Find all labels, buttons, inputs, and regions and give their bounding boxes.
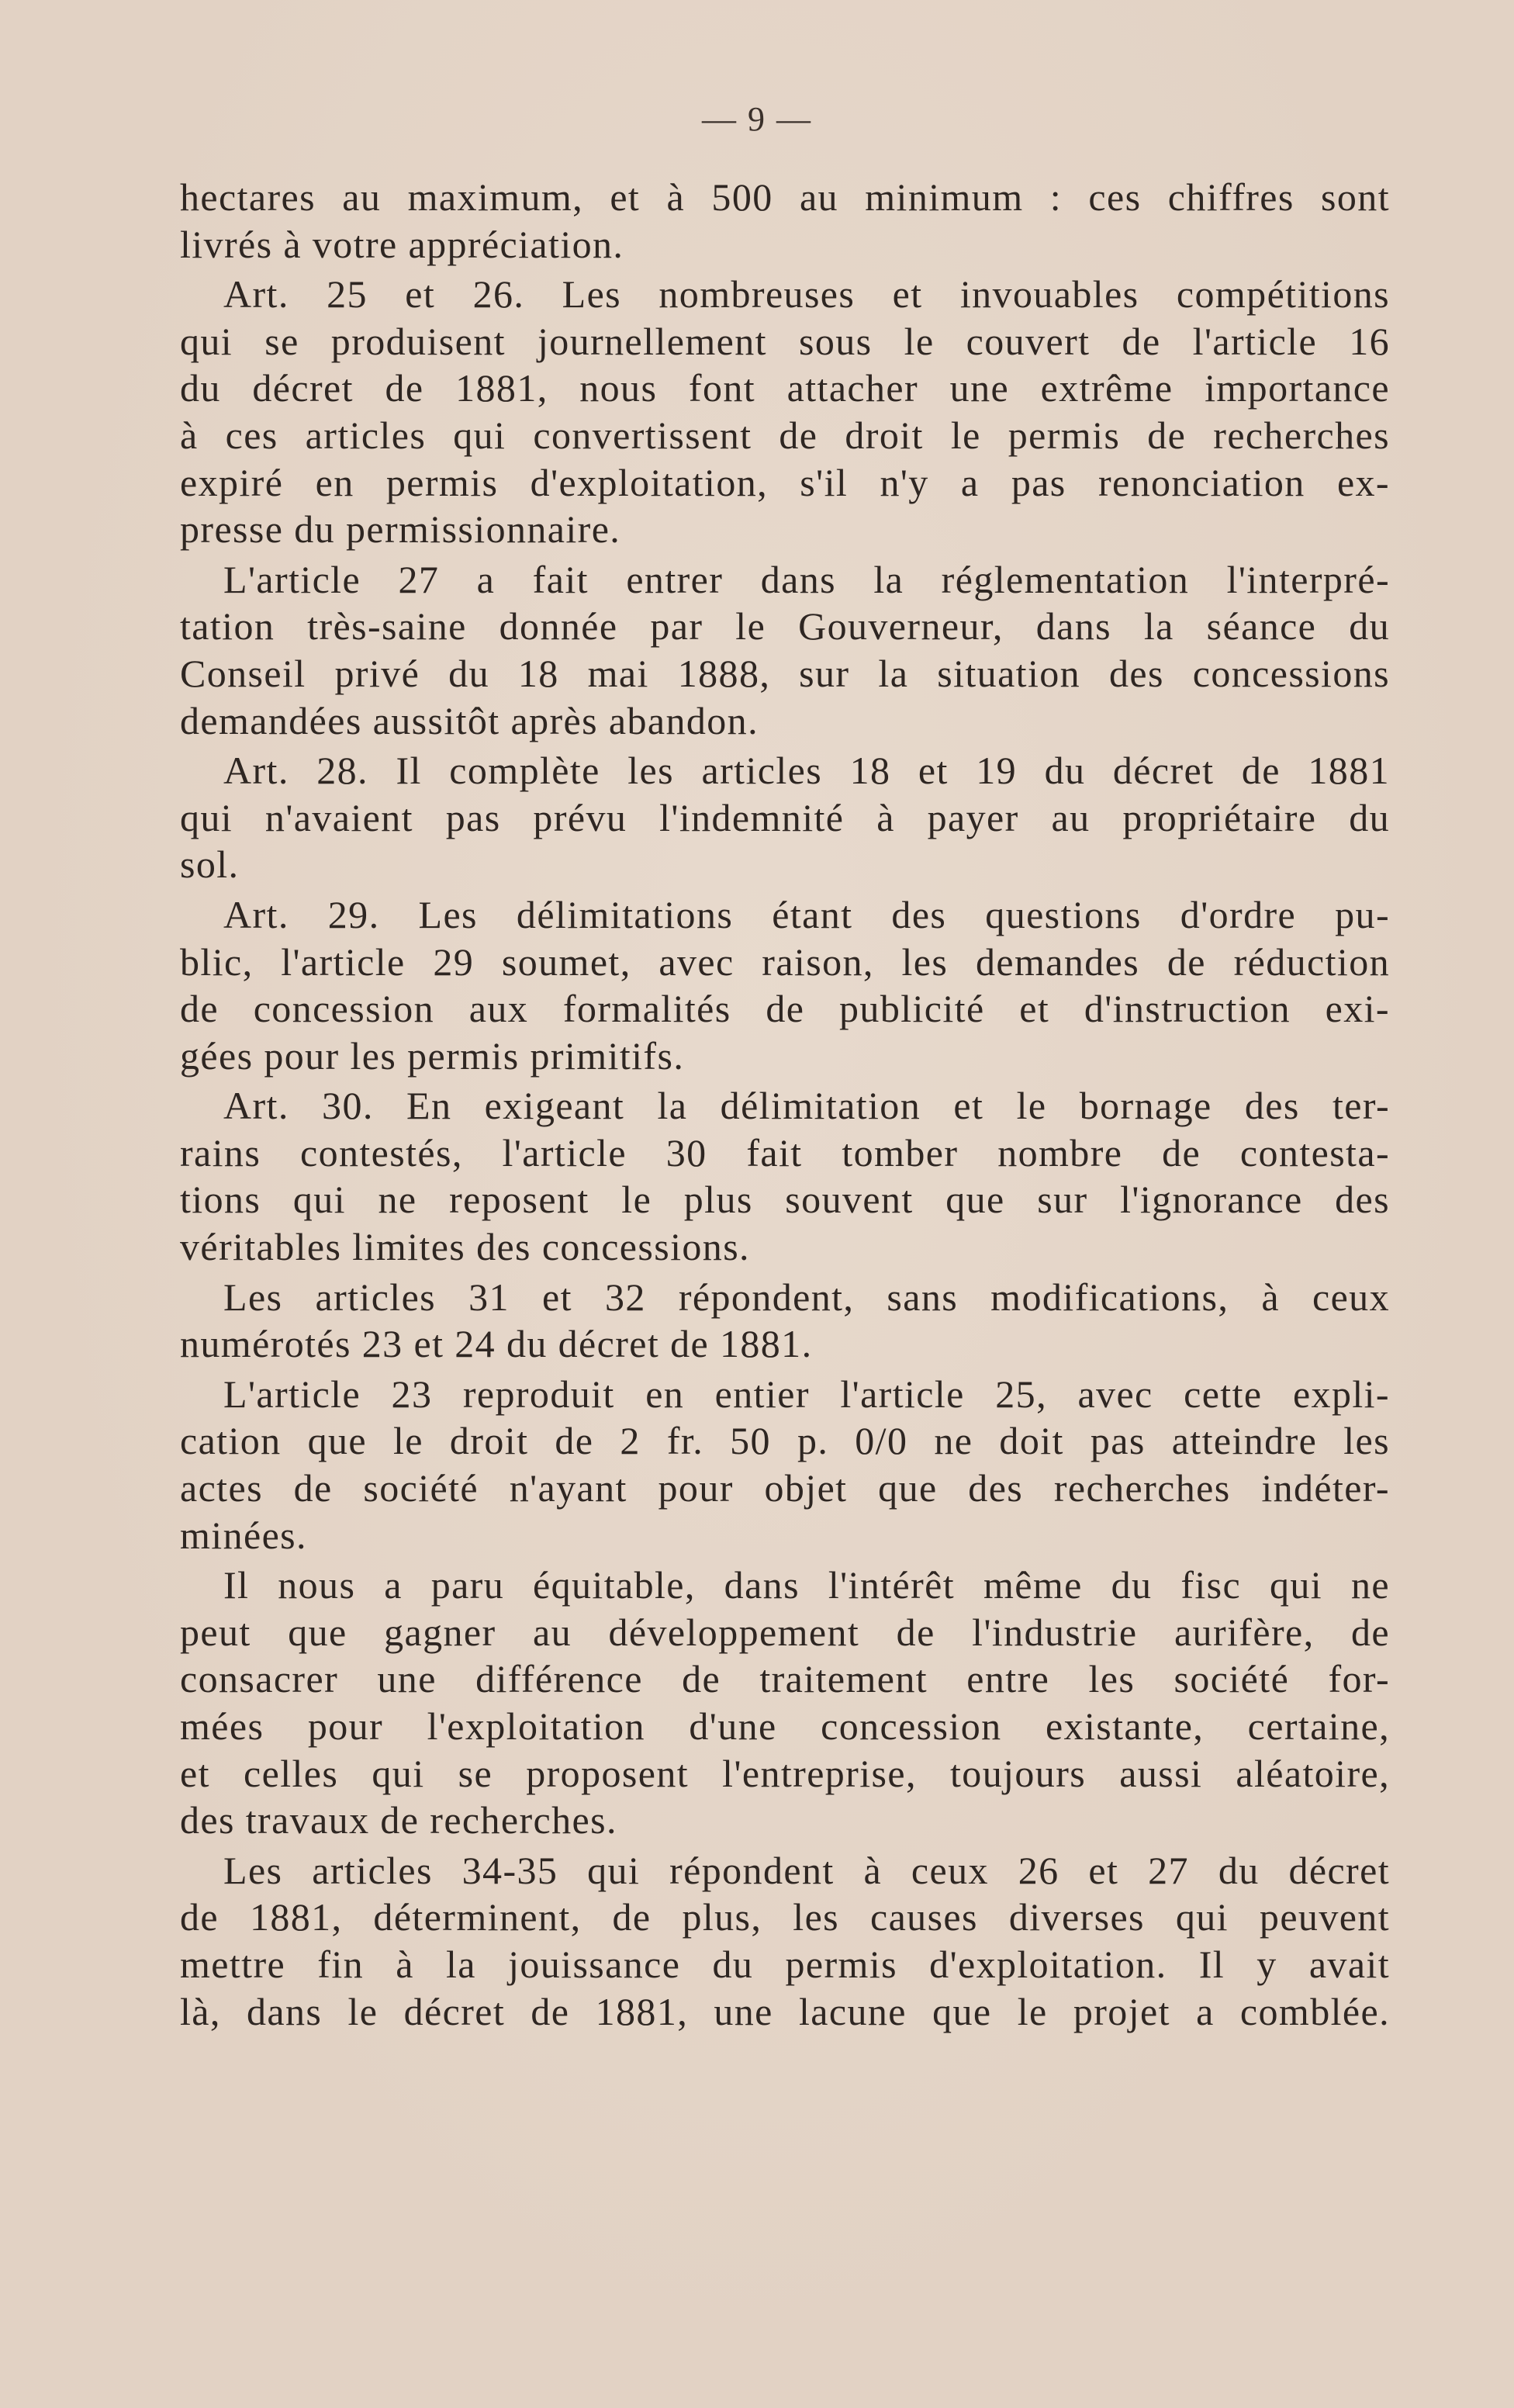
paragraph <box>180 556 1390 744</box>
text-line: mées pour l'exploitation d'une concession existante, certaine, <box>180 1704 1390 1748</box>
text-line: hectares au maximum, et à 500 au minimum : ces chiffres sont <box>180 175 1390 219</box>
text-line: numérotés 23 et 24 du décret de 1881. <box>180 1322 813 1366</box>
text-line: du décret de 1881, nous font attacher une extrême importance <box>180 366 1390 410</box>
text-line: qui se produisent journellement sous le couvert de l'article 16 <box>180 319 1390 363</box>
text-line: Il nous a paru équitable, dans l'intérêt même du fisc qui ne <box>223 1563 1390 1607</box>
text-line: peut que gagner au développement de l'industrie aurifère, de <box>180 1610 1390 1654</box>
paragraph <box>180 1274 1390 1368</box>
text-line: Art. 30. En exigeant la délimitation et le bornage des ter- <box>223 1084 1390 1128</box>
text-line: demandées aussitôt après abandon. <box>180 698 759 742</box>
text-line: des travaux de recherches. <box>180 1798 617 1842</box>
paragraph <box>180 271 1390 553</box>
text-line: qui n'avaient pas prévu l'indemnité à payer au propriétaire du <box>180 795 1390 839</box>
text-line: L'article 27 a fait entrer dans la réglementation l'interpré- <box>223 557 1390 601</box>
text-line: Art. 25 et 26. Les nombreuses et invouables compétitions <box>223 272 1390 317</box>
text-line: L'article 23 reproduit en entier l'article 25, avec cette expli- <box>223 1372 1390 1416</box>
text-line: Art. 28. Il complète les articles 18 et 19 du décret de 1881 <box>223 749 1390 793</box>
paragraph <box>180 1371 1390 1559</box>
text-line: gées pour les permis primitifs. <box>180 1033 685 1078</box>
text-line: tation très-saine donnée par le Gouverneur, dans la séance du <box>180 604 1390 649</box>
paragraph <box>180 1562 1390 1844</box>
text-line: Les articles 31 et 32 répondent, sans modifications, à ceux <box>223 1275 1390 1319</box>
paragraph <box>180 1082 1390 1270</box>
text-line: de 1881, déterminent, de plus, les causes diverses qui peuvent <box>180 1895 1390 1939</box>
text-line: et celles qui se proposent l'entreprise, toujours aussi aléatoire, <box>180 1751 1390 1795</box>
text-line: livrés à votre appréciation. <box>180 222 624 266</box>
text-line: actes de société n'ayant pour objet que des recherches indéter- <box>180 1466 1390 1510</box>
page-number: — 9 — <box>702 100 812 138</box>
text-line: minées. <box>180 1513 307 1557</box>
text-line: consacrer une différence de traitement entre les société for- <box>180 1657 1390 1701</box>
text-line: mettre fin à la jouissance du permis d'exploitation. Il y avait <box>180 1942 1390 1986</box>
text-line: Conseil privé du 18 mai 1888, sur la situation des concessions <box>180 651 1390 695</box>
text-line: expiré en permis d'exploitation, s'il n'y a pas renonciation ex- <box>180 460 1390 504</box>
text-line: Art. 29. Les délimitations étant des questions d'ordre pu- <box>223 892 1390 936</box>
text-line: tions qui ne reposent le plus souvent que sur l'ignorance des <box>180 1178 1390 1222</box>
text-line: de concession aux formalités de publicité et d'instruction exi- <box>180 987 1390 1031</box>
paragraph <box>180 1847 1390 2035</box>
paragraph <box>180 174 1390 268</box>
body-text <box>180 174 1390 2036</box>
paragraph <box>180 891 1390 1079</box>
paragraph <box>180 747 1390 888</box>
text-line: blic, l'article 29 soumet, avec raison, les demandes de réduction <box>180 939 1390 984</box>
text-line: presse du permissionnaire. <box>180 507 621 552</box>
text-line: là, dans le décret de 1881, une lacune que le projet a comblée. <box>180 1989 1390 2033</box>
text-line: rains contestés, l'article 30 fait tomber nombre de contesta- <box>180 1130 1390 1175</box>
text-line: véritables limites des concessions. <box>180 1225 750 1269</box>
text-line: Les articles 34-35 qui répondent à ceux 26 et 27 du décret <box>223 1848 1390 1892</box>
text-line: à ces articles qui convertissent de droit le permis de recherches <box>180 413 1390 457</box>
text-line: sol. <box>180 842 240 887</box>
text-line: cation que le droit de 2 fr. 50 p. 0/0 ne doit pas atteindre les <box>180 1419 1390 1463</box>
